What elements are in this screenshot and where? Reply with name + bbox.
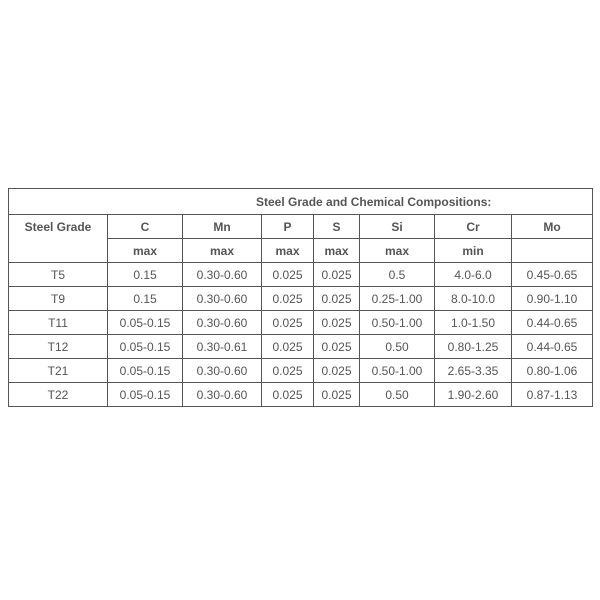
value-cell: 0.50-1.00	[360, 359, 435, 383]
value-cell: 0.50	[360, 335, 435, 359]
value-cell: 0.025	[262, 383, 314, 407]
value-cell: 0.025	[314, 263, 360, 287]
value-cell: 0.87-1.13	[512, 383, 593, 407]
title-row	[9, 189, 593, 215]
table-row	[9, 287, 593, 311]
element-header-c: C	[108, 215, 183, 239]
limit-c: max	[108, 239, 183, 263]
table-row	[9, 311, 593, 335]
limit-p: max	[262, 239, 314, 263]
grade-cell: T11	[9, 311, 108, 335]
value-cell: 0.025	[314, 359, 360, 383]
element-header-s: S	[314, 215, 360, 239]
value-cell: 0.025	[262, 311, 314, 335]
value-cell: 0.30-0.61	[183, 335, 262, 359]
value-cell: 0.30-0.60	[183, 311, 262, 335]
value-cell: 0.44-0.65	[512, 311, 593, 335]
value-cell: 0.025	[262, 287, 314, 311]
table-row	[9, 359, 593, 383]
value-cell: 1.90-2.60	[435, 383, 512, 407]
table-row	[9, 383, 593, 407]
composition-table	[8, 188, 593, 407]
value-cell: 0.025	[262, 359, 314, 383]
table-title: Steel Grade and Chemical Compositions:	[9, 189, 593, 215]
element-header-si: Si	[360, 215, 435, 239]
value-cell: 1.0-1.50	[435, 311, 512, 335]
limit-s: max	[314, 239, 360, 263]
grade-cell: T21	[9, 359, 108, 383]
value-cell: 0.05-0.15	[108, 335, 183, 359]
value-cell: 0.025	[262, 263, 314, 287]
element-header-cr: Cr	[435, 215, 512, 239]
steel-grade-header: Steel Grade	[9, 215, 108, 263]
value-cell: 0.50-1.00	[360, 311, 435, 335]
value-cell: 0.30-0.60	[183, 383, 262, 407]
value-cell: 0.25-1.00	[360, 287, 435, 311]
value-cell: 0.5	[360, 263, 435, 287]
element-header-mo: Mo	[512, 215, 593, 239]
value-cell: 0.05-0.15	[108, 383, 183, 407]
grade-cell: T5	[9, 263, 108, 287]
element-header-mn: Mn	[183, 215, 262, 239]
value-cell: 4.0-6.0	[435, 263, 512, 287]
value-cell: 0.05-0.15	[108, 311, 183, 335]
value-cell: 0.025	[262, 335, 314, 359]
grade-cell: T12	[9, 335, 108, 359]
grade-cell: T22	[9, 383, 108, 407]
value-cell: 0.025	[314, 383, 360, 407]
value-cell: 2.65-3.35	[435, 359, 512, 383]
value-cell: 0.90-1.10	[512, 287, 593, 311]
value-cell: 0.45-0.65	[512, 263, 593, 287]
limit-mn: max	[183, 239, 262, 263]
grade-cell: T9	[9, 287, 108, 311]
element-header-p: P	[262, 215, 314, 239]
value-cell: 0.025	[314, 287, 360, 311]
table-row	[9, 263, 593, 287]
value-cell: 0.50	[360, 383, 435, 407]
value-cell: 0.30-0.60	[183, 263, 262, 287]
value-cell: 0.15	[108, 263, 183, 287]
value-cell: 0.80-1.06	[512, 359, 593, 383]
limit-cr: min	[435, 239, 512, 263]
value-cell: 0.44-0.65	[512, 335, 593, 359]
value-cell: 0.15	[108, 287, 183, 311]
limit-si: max	[360, 239, 435, 263]
value-cell: 0.80-1.25	[435, 335, 512, 359]
value-cell: 0.025	[314, 335, 360, 359]
value-cell: 0.05-0.15	[108, 359, 183, 383]
value-cell: 0.30-0.60	[183, 287, 262, 311]
limit-mo	[512, 239, 593, 263]
table-row	[9, 335, 593, 359]
value-cell: 8.0-10.0	[435, 287, 512, 311]
value-cell: 0.025	[314, 311, 360, 335]
value-cell: 0.30-0.60	[183, 359, 262, 383]
header-row	[9, 215, 593, 239]
